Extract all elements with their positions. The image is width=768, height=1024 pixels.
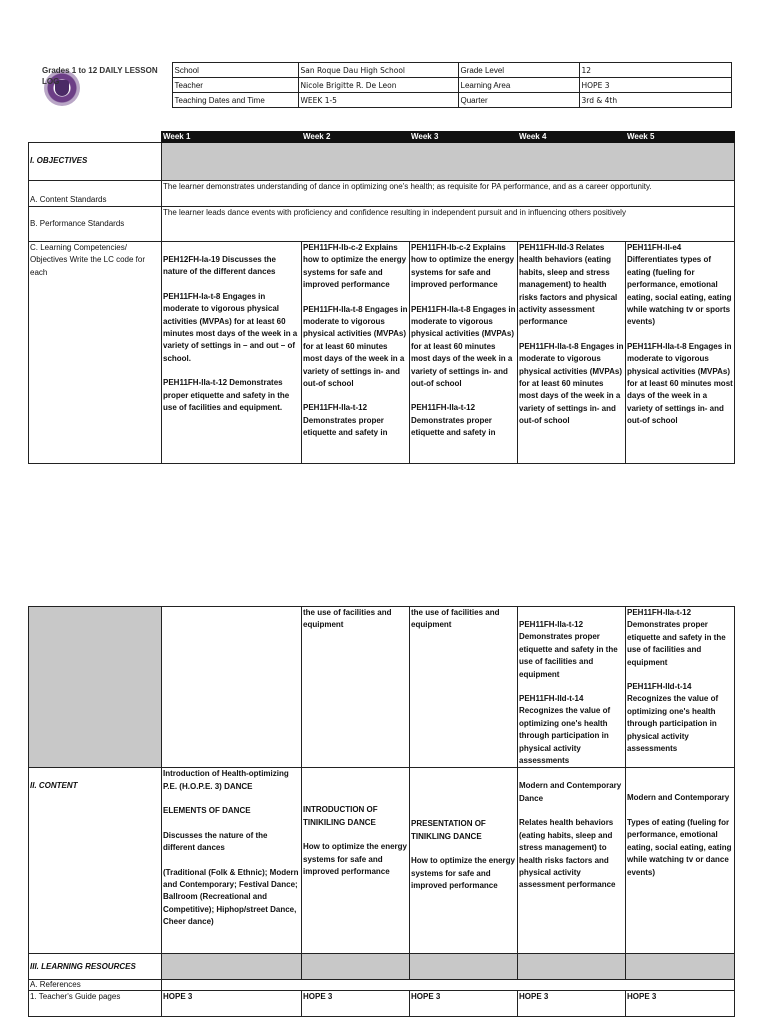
content-text: Relates health behaviors (eating habits, sleep and stress management) to health risks factors and physical activity assessment performance — [519, 818, 616, 890]
competencies-week-5-cont — [626, 607, 735, 768]
week-header-3: Week 3 — [410, 132, 518, 143]
resources-shaded-cell — [518, 954, 626, 980]
references-cell — [162, 980, 735, 991]
content-standards-text: The learner demonstrates understanding of dance in optimizing one's health; as requisite for PA performance, and as a career opportunity. — [162, 181, 735, 207]
competencies-week-4-cont — [518, 607, 626, 768]
content-text: Types of eating (fueling for performance, emotional eating, social eating, eating while watching tv or dance events) — [627, 817, 732, 877]
objectives-continued-label-cell — [29, 607, 162, 768]
content-text: Discusses the nature of the different dances — [163, 830, 268, 853]
teachers-guide-week-5: HOPE 3 — [626, 991, 735, 1017]
teaching-dates-value: WEEK 1-5 — [298, 93, 458, 108]
competency-text: PEH11FH-IIa-t-12 Demonstrates proper etiquette and safety in the use of facilities and equipment — [519, 620, 618, 679]
week-header-5: Week 5 — [626, 132, 735, 143]
content-text: INTRODUCTION OF TINIKILING DANCE — [303, 805, 378, 827]
performance-standards-text: The learner leads dance events with proficiency and confidence resulting in independent pursuit and in influencing others positively — [162, 207, 735, 242]
competency-text: PEH11FH-Ib-c-2 Explains how to optimize the energy systems for safe and improved performance — [303, 243, 407, 290]
competency-text: PEH11FH-IIa-t-8 Engages in moderate to vigorous physical activities (MVPAs) for at least 60 minutes most days of the week in a variety of settings in- and out-of school — [627, 341, 733, 426]
competencies-week-1 — [162, 242, 302, 464]
competency-text: PEH11FH-IIa-t-12 Demonstrates proper etiquette and safety in — [303, 403, 388, 438]
competency-text: PEH11FH-Ib-c-2 Explains how to optimize the energy systems for safe and improved performance — [411, 243, 515, 290]
objectives-shaded-cell — [162, 143, 735, 181]
competency-text: PEH11FH-IIa-t-8 Engages in moderate to vigorous physical activities (MVPAs) for at least 60 minutes most days of the week in a variety of settings in- and out-of school — [519, 341, 624, 426]
teachers-guide-week-1: HOPE 3 — [162, 991, 302, 1017]
content-text: (Traditional (Folk & Ethnic); Modern and Contemporary; Festival Dance; Ballroom (Recreational and Competitive); Hiphop/street Dance, Cheer dance) — [163, 867, 299, 927]
competency-text: PEH11FH-IIa-t-12 Demonstrates proper etiquette and safety in — [411, 403, 496, 438]
content-text: Introduction of Health-optimizing P.E. (H.O.P.E. 3) DANCE — [163, 769, 289, 791]
content-label: II. CONTENT — [29, 768, 162, 954]
resources-shaded-cell — [162, 954, 302, 980]
competency-text: PEH11FH-IId-t-14 Recognizes the value of optimizing one's health through participation in physical activity assessments — [627, 682, 719, 754]
learning-competencies-label: C. Learning Competencies/ Objectives Write the LC code for each — [29, 242, 162, 464]
content-text: PRESENTATION OF TINIKLING DANCE — [411, 819, 486, 841]
content-week-5 — [626, 768, 735, 954]
grade-level-label: Grade Level — [458, 63, 579, 78]
competencies-week-3 — [410, 242, 518, 464]
competency-text: PEH11FH-II-e4 Differentiates types of eating (fueling for performance, emotional eating, social eating, eating while watching tv or sports events) — [627, 243, 732, 327]
content-week-4 — [518, 768, 626, 954]
school-value: San Roque Dau High School — [298, 63, 458, 78]
teaching-dates-label: Teaching Dates and Time — [172, 93, 298, 108]
school-label: School — [172, 63, 298, 78]
content-week-2 — [302, 768, 410, 954]
content-text: How to optimize the energy systems for safe and improved performance — [303, 842, 408, 877]
week-header-1: Week 1 — [162, 132, 302, 143]
competency-text: PEH11FH-IIa-t-12 Demonstrates proper etiquette and safety in the use of facilities and equipment. — [163, 378, 290, 413]
competency-text: PEH11FH-IIa-t-8 Engages in moderate to vigorous physical activities (MVPAs) for at least 60 minutes most days of the week in a variety of settings in- and out-of school — [303, 304, 408, 389]
competency-text: PEH11FH-Ia-t-8 Engages in moderate to vigorous physical activities (MVPAs) for at least 60 minutes most days of the week in a variety of settings in – and out – of school. — [163, 291, 298, 363]
content-week-1 — [162, 768, 302, 954]
resources-shaded-cell — [302, 954, 410, 980]
quarter-label: Quarter — [458, 93, 579, 108]
content-text: Modern and Contemporary — [627, 793, 730, 803]
content-text: ELEMENTS OF DANCE — [163, 806, 251, 816]
competency-text: PEH11FH-IIa-t-12 Demonstrates proper etiquette and safety in the use of facilities and equipment — [627, 608, 726, 667]
competency-text: the use of facilities and equipment — [411, 608, 500, 630]
teachers-guide-week-3: HOPE 3 — [410, 991, 518, 1017]
competency-text: the use of facilities and equipment — [303, 608, 392, 630]
learning-area-value: HOPE 3 — [579, 78, 731, 93]
teacher-label: Teacher — [172, 78, 298, 93]
teachers-guide-label: 1. Teacher's Guide pages — [29, 991, 162, 1017]
references-label: A. References — [29, 980, 162, 991]
grade-level-value: 12 — [579, 63, 731, 78]
document-title: Grades 1 to 12 DAILY LESSON LOG — [42, 66, 158, 86]
header-table — [40, 62, 732, 108]
competency-text: PEH11FH-IIa-t-8 Engages in moderate to vigorous physical activities (MVPAs) for at least 60 minutes most days of the week in a variety of settings in- and out-of school — [411, 304, 516, 389]
competency-text: PEH11FH-IId-3 Relates health behaviors (eating habits, sleep and stress management) to health risks factors and physical activity assessment performance — [519, 243, 618, 327]
teachers-guide-week-4: HOPE 3 — [518, 991, 626, 1017]
competencies-week-3-cont — [410, 607, 518, 768]
teachers-guide-week-2: HOPE 3 — [302, 991, 410, 1017]
quarter-value: 3rd & 4th — [579, 93, 731, 108]
lesson-grid-page1 — [28, 131, 735, 464]
learning-resources-label: III. LEARNING RESOURCES — [29, 954, 162, 980]
competencies-week-5 — [626, 242, 735, 464]
week-header-4: Week 4 — [518, 132, 626, 143]
content-week-3 — [410, 768, 518, 954]
resources-shaded-cell — [410, 954, 518, 980]
week-header-2: Week 2 — [302, 132, 410, 143]
competency-text: PEH12FH-Ia-19 Discusses the nature of the different dances — [163, 255, 276, 277]
competencies-week-2 — [302, 242, 410, 464]
learning-area-label: Learning Area — [458, 78, 579, 93]
lesson-grid-page2 — [28, 606, 735, 1017]
competencies-week-4 — [518, 242, 626, 464]
resources-shaded-cell — [626, 954, 735, 980]
objectives-label: I. OBJECTIVES — [29, 143, 162, 181]
content-standards-label: A. Content Standards — [29, 181, 162, 207]
teacher-value: Nicole Brigitte R. De Leon — [298, 78, 458, 93]
competency-text: PEH11FH-IId-t-14 Recognizes the value of optimizing one's health through participation in physical activity assessments — [519, 694, 611, 766]
content-text: Modern and Contemporary Dance — [519, 781, 622, 803]
performance-standards-label: B. Performance Standards — [29, 207, 162, 242]
content-text: How to optimize the energy systems for safe and improved performance — [411, 856, 516, 891]
competencies-week-2-cont — [302, 607, 410, 768]
competencies-week-1-cont — [162, 607, 302, 768]
